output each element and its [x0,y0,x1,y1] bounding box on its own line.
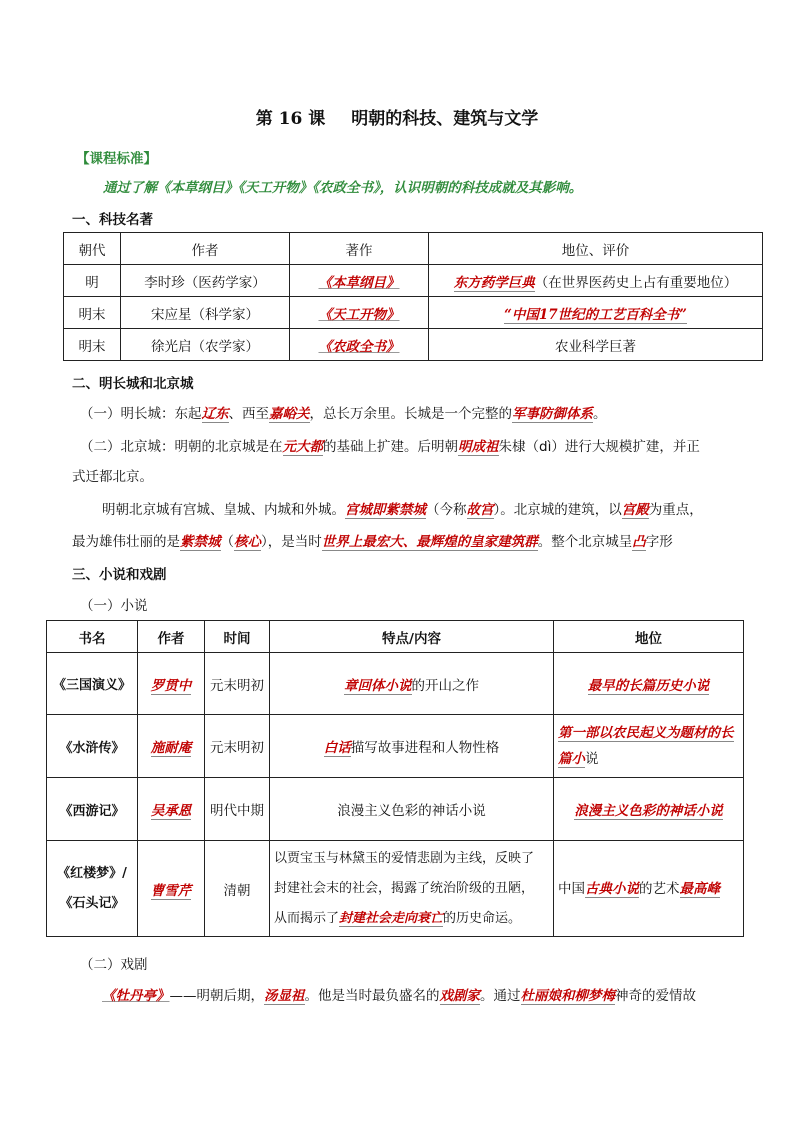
cell-author: 宋应星（科学家） [121,297,290,329]
cell-work [290,265,429,297]
cell-work [290,329,429,361]
keyword: 凸 [632,534,646,550]
header-work: 著作 [290,233,429,265]
cell-feature [270,841,554,937]
text: 最为雄伟壮丽的是 [72,534,180,550]
cell-author [138,715,205,778]
keyword: 杜丽娘和柳梦梅 [520,988,615,1004]
cell-dynasty: 明末 [64,329,121,361]
cell-evaluation [429,329,763,361]
text: 的开山之作 [411,677,479,694]
text: 的艺术 [639,880,680,897]
book-alt-title: 《石头记》 [59,895,125,911]
section-heading-architecture: 二、明长城和北京城 [72,376,194,392]
text: ），是当时 [261,534,322,550]
text: 的历史命运。 [443,910,522,926]
header-author: 作者 [121,233,290,265]
text: 神奇的爱情故 [615,988,696,1004]
evaluation-key: “中国17世纪的工艺百科全书” [504,306,687,323]
text: 朱棣（dì）进行大规模扩建，并正 [498,439,700,455]
cell-author: 徐光启（农学家） [121,329,290,361]
beijing-layout-paragraph [102,498,703,518]
evaluation-note: 农业科学巨著 [555,338,636,355]
table-row [64,329,763,361]
text: （二）北京城：明朝的北京城是在 [80,439,283,455]
beijing-city-paragraph [80,435,700,455]
beijing-city-paragraph-cont: 式迁都北京。 [72,469,153,485]
cell-author [138,653,205,715]
author-name: 曹雪芹 [150,882,192,899]
keyword: 古典小说 [585,880,639,897]
author-name: 吴承恩 [150,803,192,819]
text: ，总长万余里。长城是一个完整的 [309,406,512,422]
table-row [47,715,744,778]
cell-time: 元末明初 [205,715,270,778]
table-header-row [47,621,744,653]
work-title: 《农政全书》 [318,338,400,355]
book-title: 《红楼梦》/ [57,865,127,881]
text: 为重点， [648,502,703,518]
keyword: 明成祖 [458,439,499,455]
cell-time: 元末明初 [205,653,270,715]
curriculum-standard-label: 【课程标准】 [76,151,157,167]
cell-status [554,653,744,715]
novels-table [46,620,744,937]
cell-feature [270,715,554,778]
header-time: 时间 [205,621,270,653]
header-evaluation: 地位、评价 [429,233,763,265]
keyword: 第一部以农民起义为题材的长篇小 [558,725,734,767]
text: （一）明长城：东起 [80,406,202,422]
work-title: 《本草纲目》 [318,274,400,291]
table-row [47,653,744,715]
cell-feature [270,653,554,715]
cell-evaluation [429,297,763,329]
beijing-layout-paragraph-cont [72,530,673,550]
cell-author [138,778,205,841]
cell-time: 明代中期 [205,778,270,841]
keyword: 核心 [234,534,261,550]
cell-time: 清朝 [205,841,270,937]
keyword: 辽东 [201,406,229,422]
drama-paragraph [102,984,696,1004]
keyword: 最早的长篇历史小说 [587,677,710,694]
keyword: 《牡丹亭》 [102,988,170,1004]
curriculum-standard-text: 通过了解《本草纲目》《天工开物》《农政全书》，认识明朝的科技成就及其影响。 [103,180,583,196]
lesson-number: 第 16 课 [255,109,326,129]
evaluation-key: 东方药学巨典 [453,274,535,291]
table-row [64,265,763,297]
cell-book: 《西游记》 [47,778,138,841]
cell-status [554,778,744,841]
table-row [47,778,744,841]
keyword: 军事防御体系 [512,406,593,422]
text: 从而揭示了 [274,910,340,926]
great-wall-paragraph [80,402,607,422]
cell-status [554,841,744,937]
tech-works-table [63,232,763,361]
lesson-topic: 明朝的科技、建筑与文学 [351,109,539,129]
section-heading-literature: 三、小说和戏剧 [72,567,167,583]
table-header-row [64,233,763,265]
cell-work [290,297,429,329]
text: 。他是当时最负盛名的 [304,988,440,1004]
cell-dynasty: 明末 [64,297,121,329]
text: 中国 [558,880,585,897]
header-feature: 特点/内容 [270,621,554,653]
text: 、西至 [228,406,269,422]
keyword: 宫城即紫禁城 [345,502,426,518]
evaluation-note: （在世界医药史上占有重要地位） [534,274,738,291]
section-heading-tech: 一、科技名著 [72,212,153,228]
keyword: 章回体小说 [344,677,412,694]
keyword: 浪漫主义色彩的神话小说 [574,803,723,819]
table-row [47,841,744,937]
keyword: 封建社会走向衰亡 [339,910,444,926]
text: 浪漫主义色彩的神话小说 [337,803,486,819]
header-dynasty: 朝代 [64,233,121,265]
keyword: 嘉峪关 [269,406,310,422]
text: ——明朝后期， [169,988,264,1004]
keyword: 元大都 [282,439,323,455]
keyword: 宫殿 [621,502,649,518]
cell-dynasty: 明 [64,265,121,297]
text: 。 [593,406,607,422]
text: ）。北京城的建筑，以 [493,502,622,518]
text: 以贾宝玉与林黛玉的爱情悲剧为主线，反映了 [274,850,535,866]
keyword: 世界上最宏大、最辉煌的皇家建筑群 [321,534,538,550]
cell-author: 李时珍（医药学家） [121,265,290,297]
keyword: 故宫 [466,502,494,518]
text: 描写故事进程和人物性格 [350,740,500,756]
header-status: 地位 [554,621,744,653]
text: （ [220,534,234,550]
cell-book: 《三国演义》 [47,653,138,715]
text: 说 [585,751,599,767]
keyword: 汤显祖 [264,988,305,1004]
subsection-novels: （一）小说 [80,598,148,614]
cell-book: 《水浒传》 [47,715,138,778]
table-row [64,297,763,329]
text: 封建社会末的社会，揭露了统治阶级的丑陋， [274,880,535,896]
text: （今称 [426,502,467,518]
text: 的基础上扩建。后明朝 [323,439,458,455]
work-title: 《天工开物》 [318,306,400,323]
keyword: 白话 [323,740,351,756]
cell-feature [270,778,554,841]
cell-author [138,841,205,937]
header-book: 书名 [47,621,138,653]
cell-book [47,841,138,937]
keyword: 紫禁城 [180,534,221,550]
author-name: 施耐庵 [150,740,192,756]
author-name: 罗贯中 [150,677,192,694]
subsection-drama: （二）戏剧 [80,957,148,973]
page-title [0,104,794,129]
keyword: 最高峰 [679,880,720,897]
text: 。通过 [480,988,521,1004]
cell-evaluation [429,265,763,297]
text: 明朝北京城有宫城、皇城、内城和外城。 [102,502,345,518]
text: 字形 [645,534,673,550]
text: 。整个北京城呈 [537,534,633,550]
header-author: 作者 [138,621,205,653]
keyword: 戏剧家 [439,988,480,1004]
cell-status [554,715,744,778]
